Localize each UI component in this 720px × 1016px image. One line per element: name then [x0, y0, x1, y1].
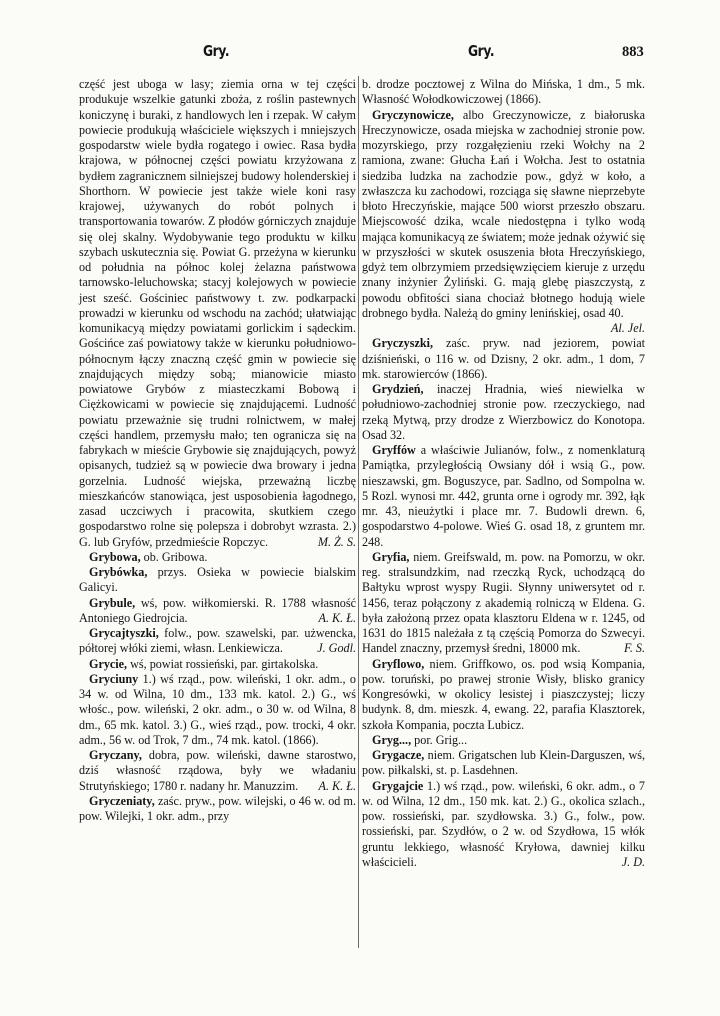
entry-headword: Gryczyszki,	[372, 336, 434, 351]
entry-headword: Gryflowo,	[372, 656, 425, 671]
dictionary-entry	[362, 443, 645, 550]
entry-headword: Gryczynowicze,	[372, 107, 454, 122]
dictionary-entry	[362, 779, 645, 871]
dictionary-entry	[79, 626, 356, 657]
dictionary-entry	[362, 748, 645, 779]
dictionary-entry	[79, 596, 356, 627]
entry-headword: Gryffów	[372, 443, 416, 457]
entry-text: przys. Osieka w powiecie bialskim Galicyi.	[79, 565, 356, 595]
dictionary-entry	[79, 565, 356, 596]
entry-signature: A. K. Ł.	[318, 610, 356, 625]
dictionary-entry	[79, 77, 356, 550]
dictionary-entry	[79, 748, 356, 794]
entry-headword: Grybule,	[89, 595, 136, 610]
dictionary-entry	[362, 733, 645, 748]
page-number: 883	[622, 44, 644, 60]
entry-headword: Gryczeniaty,	[89, 793, 155, 808]
entry-signature: M. Ż. S.	[317, 534, 356, 549]
entry-text: folw., pow. szawelski, par. użwencka, półtorej włóki ziemi, własn. Lenkiewicza.	[79, 626, 356, 656]
dictionary-entry	[362, 550, 645, 657]
entry-headword: Gryciuny	[89, 671, 139, 686]
dictionary-entry	[79, 550, 356, 565]
running-head-center: Gry.	[468, 42, 495, 60]
entry-headword: Grycajtyszki,	[89, 626, 159, 640]
entry-headword: Gryg...,	[372, 732, 412, 747]
entry-headword: Grygacze,	[372, 748, 425, 762]
entry-text: niem. Griffkowo, os. pod wsią Kompania, pow. toruński, po prawej stronie Wisły, blisko granicy Kongresówki, w okolicy lesistej i piaszczystej; liczy budynk. 8, dm. mieszk. 4, ewang. 22, parafia Klasztorek, szkoła Kompania, poczta Lubicz.	[362, 656, 645, 732]
entry-text: inaczej Hradnia, wieś niewielka w południowo-zachodniej stronie pow. rzeczyckiego, nad rzeką Mytwą, przy drodze z Wierzbowicz do Konotopa. Osad 32.	[362, 382, 645, 442]
dictionary-entry	[362, 382, 645, 443]
entry-text: niem. Greifswald, m. pow. na Pomorzu, w okr. reg. stralsundzkim, nad rzeczką Ryck, uchodzącą do Bałtyku wprost wyspy Rugii. Słynny uniwersytet od r. 1456, teraz połączony z akademią rolniczą w Eldena. G. była założoną przez opata klasztoru Eldena w r. 1245, od 1631 do 1815 należała z tą częścią Pomorza do Szwecyi. Handel znaczny, przemysł średni, 18000 mk.	[362, 549, 645, 656]
entry-text: wś, pow. wiłkomierski. R. 1788 własność Antoniego Giedrojcia.	[79, 595, 356, 625]
dictionary-entry	[362, 108, 645, 337]
entry-signature: Al. Jel.	[610, 321, 645, 335]
entry-signature: J. D.	[621, 854, 645, 869]
entry-signature: J. Godl.	[317, 641, 356, 656]
entry-text: wś, powiat rossieński, par. girtakolska.	[130, 656, 319, 671]
entry-text: 1.) wś rząd., pow. wileński, 1 okr. adm., o 34 w. od Wilna, 10 dm., 133 mk. katol. 2.) G., wś włośc., pow. wileński, 2 okr. adm., o 30 w. od Wilna, 8 dm., 65 mk. katol. 3.) G., wieś rząd., pow. trocki, 4 okr. adm., 56 w. od Trok, 7 dm., 74 mk. katol. (1866).	[79, 671, 356, 747]
dictionary-entry	[362, 77, 645, 108]
entry-text: część jest uboga w lasy; ziemia orna w tej części produkuje wszelkie gatunki zboża, z roślin pastewnych koniczynę i buraki, z handlowych len i rzepak. W całym powiecie produkują właściciele większych i mniejszych gospodarstw wiele bydła rogatego i owiec. Rasa bydła krajowa, w północnej części powiatu krzyżowana z bydłem zagranicznem silniejszej budowy holenderskiej i Shorthorn. W powiecie jest także wiele koni rasy krajowej, używanych do robót polnych i transportowania towarów. Z płodów górniczych znajduje się olej skalny. Wydobywanie tego produktu w kilku szybach uskutecznia się. Powiat G. przeżyna w kierunku od południa na północ kolej żelazna państwowa tarnowsko-leluchowska; stacyj kolejowych w powiecie jest sześć. Gościniec państwowy t. zw. podkarpacki prowadzi w kierunku od wschodu na zachód; ułatwiając komunikacyą między powiatami gorlickim i sądeckim. Gościńce zaś powiatowy także w kierunku południowo-północnym łączy znaczną część gmin w powiecie się znajdujących między sobą; mianowicie miasto powiatowe Grybów z miasteczkami Bobową i Ciężkowicami w powiecie się znajdującemi. Ludność powiatu przeważnie się trudni rolnictwem, w małej części handlem, przemysłu mało; ten ogranicza się na fabrykach w mieście Grybowie się znajdujących, powyż opisanych, tudzież są w powiecie dwa browary i jedna gorzelnia. Ludność wiejska, przeważną liczbę mieszkańców stanowiąca, jest usposobienia łagodnego, zasad uczciwych i pracowita, skutkiem czego gospodarstwo rolne się polepsza i dobrobyt wzrasta. 2.) G. lub Gryfów, przedmieście Ropczyc.	[79, 77, 357, 549]
entry-text: zaśc. pryw. nad jeziorem, powiat dziśnieński, o 116 w. od Dzisny, 2 okr. adm., 1 dom, 7 mk. starowierców (1866).	[362, 336, 645, 381]
dictionary-entry	[362, 336, 645, 382]
dictionary-entry	[79, 794, 356, 825]
entry-signature: A. K. Ł.	[318, 778, 356, 793]
entry-headword: Grybówka,	[89, 565, 148, 579]
entry-headword: Grybowa,	[89, 549, 141, 564]
entry-text: a właściwie Julianów, folw., z nomenklaturą Pamiątka, przyległością Owsiany dół i wsią G., pow. nieszawski, gm. Boguszyce, par. Sadlno, od Sompolna w. 5 Rozl. wynosi mr. 442, grunta orne i ogrody mr. 392, łąk mr. 43, nieużytki i place mr. 7. Budowli drewn. 6, gospodarstwo 4-polowe. Wieś G. osad 18, z gruntem mr. 248.	[362, 443, 645, 549]
entry-text: por. Grig...	[414, 732, 468, 747]
dictionary-entry	[79, 657, 356, 672]
entry-text: niem. Grigatschen lub Klein-Darguszen, wś, pow. piłkalski, st. p. Lasdehnen.	[362, 748, 645, 778]
entry-text: albo Greczynowicze, z białoruska Hreczynowicze, osada miejska w zachodniej stronie pow. mozyrskiego, przy rozgałęzieniu rzeki Wołchy na 2 ramiona, zwane: Głucha Łań i Wołcha. Jest to ostatnia siedziba ludzka na zachodzie pow., gdyż w koło, a zwłaszcza ku zachodowi, rozciąga się sławne nieprzebyte błoto Hreczyńskie, mające 500 wiorst przeszło obszaru. Miejscowość dzika, wcale niedostępna i tylko wodą mająca komunikacyą ze światem; może jednak ożywić się w przyszłości w skutek osuszenia błota Hreczyńskiego, gdyż tem olbrzymiem przedsięwzięciem kieruje z urzędu znany inżynier Żyliński. G. mają glebę piaszczystą, z powodu obfitości siana chociaż błotnego hodują wiele drobnego bydła. Należą do gminy lenińskiej, osad 40.	[362, 107, 645, 320]
right-column	[362, 77, 645, 870]
entry-text: ob. Gribowa.	[143, 549, 208, 564]
entry-headword: Gryczany,	[89, 748, 142, 762]
running-head-left: Gry.	[203, 42, 230, 60]
entry-text: 1.) wś rząd., pow. wileński, 6 okr. adm., o 7 w. od Wilna, 12 dm., 150 mk. kat. 2.) G., okolica szlach., pow. rossieński, par. szydłowska. 3.) G., folw., pow. rossieński, par. Szydłów, o 2 w. od Szydłowa, 15 włók gruntu lekkiego, własność Kryłowa, dawniej kilku właścicieli.	[362, 778, 645, 869]
dictionary-entry	[79, 672, 356, 748]
entry-headword: Grydzień,	[372, 382, 424, 396]
column-divider	[358, 76, 359, 948]
entry-headword: Grygajcie	[372, 778, 424, 793]
entry-signature: F. S.	[623, 641, 645, 656]
dictionary-entry	[362, 657, 645, 733]
entry-text: dobra, pow. wileński, dawne starostwo, dziś własność rządowa, były we władaniu Strutyńskiego; 1780 r. nadany hr. Manuzzim.	[79, 748, 356, 793]
entry-headword: Gryfia,	[372, 549, 410, 564]
entry-text: b. drodze pocztowej z Wilna do Mińska, 1 dm., 5 mk. Własność Wołodkowiczowej (1866).	[362, 77, 645, 107]
entry-text: zaśc. pryw., pow. wilejski, o 46 w. od m. pow. Wilejki, 1 okr. adm., przy	[79, 793, 356, 823]
left-column	[79, 77, 356, 824]
entry-headword: Grycie,	[89, 656, 128, 671]
